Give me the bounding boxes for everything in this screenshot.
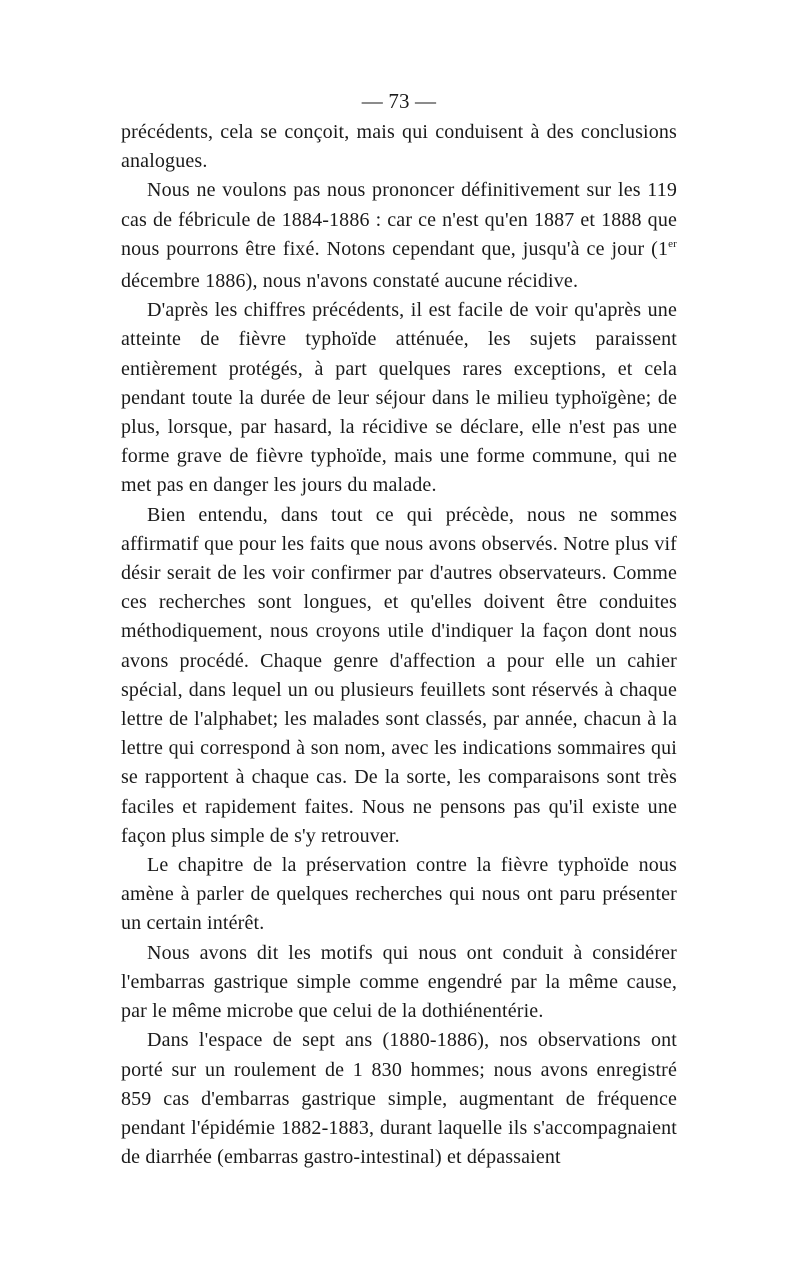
paragraph-2-part-1: Nous ne voulons pas nous prononcer définitivement sur les 119 cas de fébricule de 1884-1886 : car ce n'est qu'en 1887 et 1888 que nous pourrons être fixé. Notons cependant que, jusqu'à ce jour (1 [121,179,677,260]
paragraph-3: D'après les chiffres précédents, il est facile de voir qu'après une atteinte de fièvre typhoïde atténuée, les sujets paraissent entièrement protégés, à part quelques rares exceptions, et cela pendant toute la durée de leur séjour dans le milieu typhoïgène; de plus, lorsque, par hasard, la récidive se déclare, elle n'est pas une forme grave de fièvre typhoïde, mais une forme commune, qui ne met pas en danger les jours du malade. [121,299,677,497]
book-page [121,88,677,1172]
paragraph-2-part-2: décembre 1886), nous n'avons constaté aucune récidive. [121,270,579,293]
paragraph-6: Nous avons dit les motifs qui nous ont conduit à considérer l'embarras gastrique simple comme engendré par la même cause, par le même microbe que celui de la dothiénentérie. [121,941,677,1023]
ordinal-superscript: er [668,237,677,250]
paragraph-4: Bien entendu, dans tout ce qui précède, nous ne sommes affirmatif que pour les faits que nous avons observés. Notre plus vif désir serait de les voir confirmer par d'autres observateurs. Comme ces recherches sont longues, et qu'elles doivent être conduites méthodiquement, nous croyons utile d'indiquer la façon dont nous avons procédé. Chaque genre d'affection a pour elle un cahier spécial, dans lequel un ou plusieurs feuillets sont réservés à chaque lettre de l'alphabet; les malades sont classés, par année, chacun à la lettre qui correspond à son nom, avec les indications sommaires qui se rapportent à chaque cas. De la sorte, les comparaisons sont très faciles et rapidement faites. Nous ne pensons pas qu'il existe une façon plus simple de s'y retrouver. [121,503,677,847]
paragraph-2 [121,176,677,296]
paragraph-5: Le chapitre de la préservation contre la fièvre typhoïde nous amène à parler de quelques recherches qui nous ont paru présenter un certain intérêt. [121,854,677,935]
page-number: — 73 — [361,89,437,113]
paragraph-1: précédents, cela se conçoit, mais qui conduisent à des conclusions analogues. [121,121,677,173]
paragraph-7: Dans l'espace de sept ans (1880-1886), nos observations ont porté sur un roulement de 1 830 hommes; nous avons enregistré 859 cas d'embarras gastrique simple, augmentant de fréquence pendant l'épidémie 1882-1883, durant laquelle ils s'accompagnaient de diarrhée (embarras gastro-intestinal) et dépassaient [121,1029,677,1169]
